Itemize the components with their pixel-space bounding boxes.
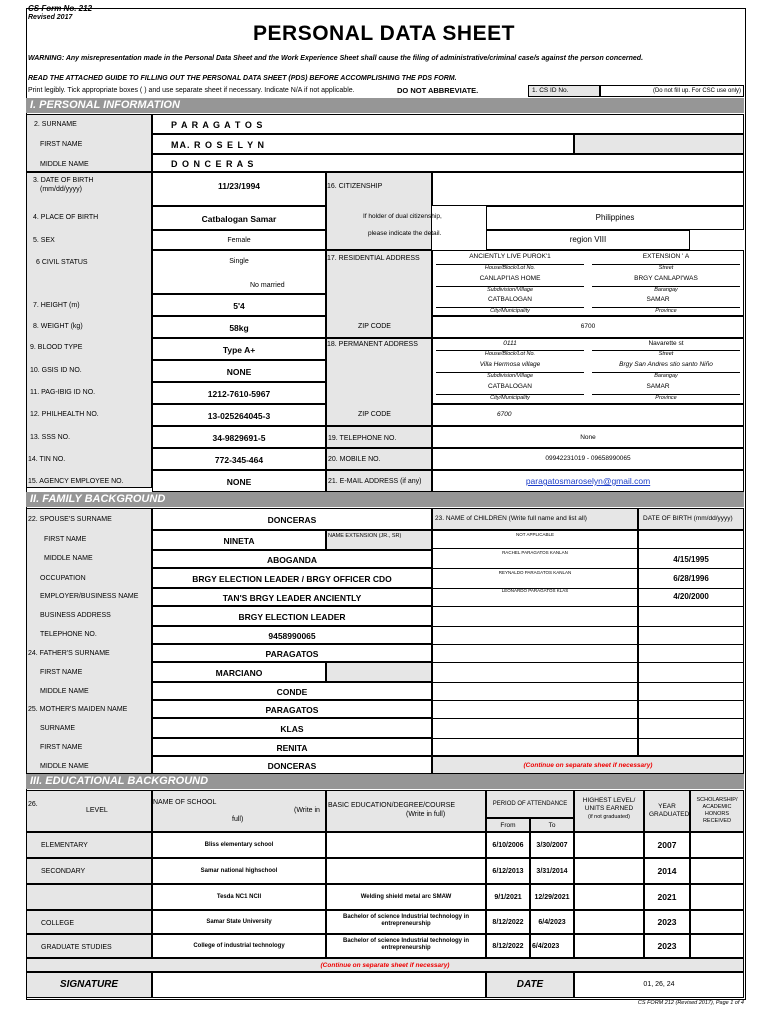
family-telephone-field[interactable]: 9458990065: [152, 626, 432, 644]
pagibig-field[interactable]: 1212-7610-5967: [152, 382, 326, 404]
edu-row-4-school[interactable]: Samar State University: [152, 910, 326, 934]
weight-label: 8. WEIGHT (kg): [33, 323, 83, 330]
civil-status-label: 6 CIVIL STATUS: [36, 259, 88, 266]
edu-row-3-from[interactable]: 9/1/2021: [486, 884, 530, 910]
section-family-header: II. FAMILY BACKGROUND: [26, 492, 744, 507]
employer-field[interactable]: TAN'S BRGY LEADER ANCIENTLY: [152, 588, 432, 606]
perm-prov-value: SAMAR: [646, 383, 670, 390]
children-names-area[interactable]: [432, 530, 638, 756]
edu-row-2-highest[interactable]: [574, 858, 644, 884]
edu-row-4-highest[interactable]: [574, 910, 644, 934]
spouse-first-label: FIRST NAME: [44, 536, 87, 543]
edu-row-1-to[interactable]: 3/30/2007: [530, 832, 574, 858]
edu-row-5-school[interactable]: College of industrial technology: [152, 934, 326, 958]
mother-first-label: FIRST NAME: [40, 744, 83, 751]
edu-row-3-to[interactable]: 12/29/2021: [530, 884, 574, 910]
mother-maiden-field[interactable]: PARAGATOS: [152, 700, 432, 718]
citizenship-checkbox-area[interactable]: [432, 172, 744, 206]
education-continue-note: (Continue on separate sheet if necessary): [26, 958, 744, 972]
first-name-field[interactable]: MA. R O S E L Y N: [152, 134, 574, 154]
mother-middle-label: MIDDLE NAME: [40, 763, 89, 770]
perm-zip-field[interactable]: 6700: [432, 404, 744, 426]
edu-row-2-course[interactable]: [326, 858, 486, 884]
edu-row-4-course[interactable]: Bachelor of science Industrial technology in entrepreneurship: [326, 910, 486, 934]
agency-label: 15. AGENCY EMPLOYEE NO.: [28, 478, 124, 485]
spouse-middle-label: MIDDLE NAME: [44, 555, 93, 562]
sss-field[interactable]: 34-9829691-5: [152, 426, 326, 448]
edu-row-5-honors[interactable]: [690, 934, 744, 958]
child-dob-4: 4/20/2000: [673, 592, 709, 601]
edu-row-3-school[interactable]: Tesda NC1 NCII: [152, 884, 326, 910]
edu-row-5-year[interactable]: 2023: [644, 934, 690, 958]
edu-row-3-year[interactable]: 2021: [644, 884, 690, 910]
edu-col-course: BASIC EDUCATION/DEGREE/COURSE: [328, 802, 456, 809]
mother-surname-field[interactable]: KLAS: [152, 718, 432, 738]
employer-label: EMPLOYER/BUSINESS NAME: [40, 593, 139, 600]
edu-col-honors: SCHOLARSHIP/ ACADEMIC HONORS RECEIVED: [690, 790, 744, 832]
surname-label: 2. SURNAME: [34, 121, 77, 128]
res-zip-label: ZIP CODE: [358, 323, 391, 330]
edu-row-4-from[interactable]: 8/12/2022: [486, 910, 530, 934]
edu-col-to: To: [530, 818, 574, 832]
edu-row-2-school[interactable]: Samar national highschool: [152, 858, 326, 884]
res-city-sub: City/Municipality: [436, 307, 584, 314]
gsis-field[interactable]: NONE: [152, 360, 326, 382]
perm-subdiv-sub: Subdivision/Village: [436, 372, 584, 379]
citizenship-label: 16. CITIZENSHIP: [327, 183, 383, 190]
child-name-1: NOT APPLICABLE: [516, 532, 554, 537]
form-footer: CS FORM 212 (Revised 2017), Page 1 of 4: [637, 1000, 744, 1006]
edu-col-highest-label: HIGHEST LEVEL/ UNITS EARNED: [582, 797, 636, 812]
edu-row-5-to[interactable]: 6/4/2023: [530, 934, 574, 958]
edu-row-1-school[interactable]: Bliss elementary school: [152, 832, 326, 858]
edu-col-level: LEVEL: [86, 807, 108, 814]
edu-col-year: YEAR GRADUATED: [644, 790, 690, 832]
signature-field[interactable]: [152, 972, 486, 998]
perm-city-sub: City/Municipality: [436, 394, 584, 401]
spouse-surname-field[interactable]: DONCERAS: [152, 508, 432, 530]
edu-col-school-note: (Write in: [294, 807, 320, 814]
sex-field[interactable]: Female: [152, 230, 326, 250]
father-surname-field[interactable]: PARAGATOS: [152, 644, 432, 662]
print-legibly-text: Print legibly. Tick appropriate boxes ( ) and use separate sheet if necessary. Indicate N/A if not applicable.: [28, 87, 355, 94]
dob-label: 3. DATE OF BIRTH: [33, 177, 94, 184]
father-first-label: FIRST NAME: [40, 669, 83, 676]
family-left-labels: [26, 508, 152, 774]
res-address-label: 17. RESIDENTIAL ADDRESS: [327, 255, 420, 262]
guide-text: READ THE ATTACHED GUIDE TO FILLING OUT THE PERSONAL DATA SHEET (PDS) BEFORE ACCOMPLISHING THE PDS FORM.: [28, 75, 457, 82]
edu-row-5-course[interactable]: Bachelor of science Industrial technology in entrepreneurship: [326, 934, 486, 958]
gsis-label: 10. GSIS ID NO.: [30, 367, 82, 374]
pagibig-label: 11. PAG-IBIG ID NO.: [30, 389, 96, 396]
business-address-field[interactable]: BRGY ELECTION LEADER: [152, 606, 432, 626]
name-extension-label: NAME EXTENSION (JR., SR): [326, 530, 432, 550]
spouse-first-field[interactable]: NINETA: [152, 530, 326, 550]
email-field[interactable]: paragatosmaroselyn@gmail.com: [432, 470, 744, 492]
res-city-value: CATBALOGAN: [488, 296, 532, 303]
dual-citizenship-label2: please indicate the detail.: [368, 230, 442, 237]
res-subdiv-value: CANLAPI'IAS HOME: [479, 275, 541, 282]
warning-text: WARNING: Any misrepresentation made in the Personal Data Sheet and the Work Experience Sheet shall cause the filing of administrative/criminal case/s against the person concerned.: [28, 55, 644, 62]
edu-col-school: NAME OF SCHOOL: [153, 799, 217, 806]
res-brgy-value: BRGY CANLAPI'WAS: [634, 275, 698, 282]
father-middle-field[interactable]: CONDE: [152, 682, 432, 700]
perm-house-sub: House/Block/Lot No.: [436, 350, 584, 357]
mother-maiden-label: 25. MOTHER'S MAIDEN NAME: [28, 706, 128, 713]
edu-row-2-year[interactable]: 2014: [644, 858, 690, 884]
perm-brgy-value: Brgy San Andres stio santo Niño: [619, 361, 713, 368]
email-label: 21. E-MAIL ADDRESS (if any): [326, 470, 432, 492]
child-dob-2: 4/15/1995: [673, 555, 709, 564]
cs-id-label: 1. CS ID No.: [528, 85, 600, 97]
business-address-label: BUSINESS ADDRESS: [40, 612, 111, 619]
father-surname-label: 24. FATHER'S SURNAME: [28, 650, 110, 657]
edu-row-4-level: COLLEGE: [26, 910, 152, 934]
first-name-label: FIRST NAME: [40, 141, 83, 148]
form-revised: Revised 2017: [28, 14, 73, 21]
edu-row-5-from[interactable]: 8/12/2022: [486, 934, 530, 958]
res-prov-value: SAMAR: [646, 296, 670, 303]
perm-city-value: CATBALOGAN: [488, 383, 532, 390]
spouse-middle-field[interactable]: ABOGANDA: [152, 550, 432, 568]
civil-status-field[interactable]: [152, 250, 326, 294]
edu-col-highest-note: (if not graduated): [588, 814, 630, 820]
mother-middle-field[interactable]: DONCERAS: [152, 756, 432, 774]
date-field[interactable]: 01, 26, 24: [574, 972, 744, 998]
tin-label: 14. TIN NO.: [28, 456, 66, 463]
edu-row-1-course[interactable]: [326, 832, 486, 858]
child-name-3: REYNALDO PARAGATOS KANLAN: [498, 570, 572, 575]
blood-type-field[interactable]: Type A+: [152, 338, 326, 360]
edu-col-no: 26.: [28, 801, 38, 808]
edu-row-2-honors[interactable]: [690, 858, 744, 884]
res-street-sub: Street: [592, 264, 740, 271]
form-number: CS Form No. 212: [28, 4, 93, 13]
edu-row-4-to[interactable]: 6/4/2023: [530, 910, 574, 934]
cs-id-field[interactable]: (Do not fill up. For CSC use only): [600, 85, 744, 97]
occupation-field[interactable]: BRGY ELECTION LEADER / BRGY OFFICER CDO: [152, 568, 432, 588]
child-dob-3: 6/28/1996: [673, 574, 709, 583]
pob-field[interactable]: Catbalogan Samar: [152, 206, 326, 230]
edu-row-2-to[interactable]: 3/31/2014: [530, 858, 574, 884]
edu-row-3-course[interactable]: Welding shield metal arc SMAW: [326, 884, 486, 910]
tin-field[interactable]: 772-345-464: [152, 448, 326, 470]
height-label: 7. HEIGHT (m): [33, 302, 80, 309]
dual-citizenship-label: If holder of dual citizenship,: [363, 213, 442, 220]
civil-status-note: No married: [250, 282, 285, 289]
edu-row-2-level: SECONDARY: [26, 858, 152, 884]
philhealth-field[interactable]: 13-025264045-3: [152, 404, 326, 426]
perm-brgy-sub: Barangay: [592, 372, 740, 379]
children-label: 23. NAME of CHILDREN (Write full name and list all): [432, 508, 638, 530]
edu-col-period: PERIOD OF ATTENDANCE: [486, 790, 574, 818]
sex-label: 5. SEX: [33, 237, 55, 244]
civil-status-value: Single: [229, 258, 249, 265]
section-personal-header: I. PERSONAL INFORMATION: [26, 98, 744, 113]
perm-zip-label: ZIP CODE: [358, 411, 391, 418]
family-telephone-label: TELEPHONE NO.: [40, 631, 97, 638]
philhealth-label: 12. PHILHEALTH NO.: [30, 411, 99, 418]
telephone-label: 19. TELEPHONE NO.: [326, 426, 432, 448]
res-brgy-sub: Barangay: [592, 286, 740, 293]
edu-row-1-honors[interactable]: [690, 832, 744, 858]
signature-label: SIGNATURE: [26, 972, 152, 998]
family-continue-note: (Continue on separate sheet if necessary): [432, 756, 744, 774]
middle-name-label: MIDDLE NAME: [40, 161, 89, 168]
children-dob-label: DATE OF BIRTH (mm/dd/yyyy): [638, 508, 744, 530]
name-extension-field[interactable]: [574, 134, 744, 154]
res-house-value: ANCIENTLY LIVE PUROK'1: [469, 253, 551, 260]
father-first-field[interactable]: MARCIANO: [152, 662, 326, 682]
page-title: PERSONAL DATA SHEET: [253, 22, 515, 45]
do-not-abbreviate: DO NOT ABBREVIATE.: [397, 86, 479, 95]
citizenship-country-field[interactable]: Philippines: [486, 206, 744, 230]
date-label: DATE: [486, 972, 574, 998]
father-middle-label: MIDDLE NAME: [40, 688, 89, 695]
res-subdiv-sub: Subdivision/Village: [436, 286, 584, 293]
mobile-label: 20. MOBILE NO.: [326, 448, 432, 470]
weight-field[interactable]: 58kg: [152, 316, 326, 338]
telephone-field[interactable]: None: [432, 426, 744, 448]
dob-format-label: (mm/dd/yyyy): [40, 186, 82, 193]
middle-name-field[interactable]: D O N C E R A S: [152, 154, 744, 172]
edu-row-2-from[interactable]: 6/12/2013: [486, 858, 530, 884]
surname-field[interactable]: P A R A G A T O S: [152, 114, 744, 134]
height-field[interactable]: 5'4: [152, 294, 326, 316]
perm-address-label: 18. PERMANENT ADDRESS: [327, 341, 418, 348]
sss-label: 13. SSS NO.: [30, 434, 71, 441]
spouse-surname-label: 22. SPOUSE'S SURNAME: [28, 516, 112, 523]
blood-type-label: 9. BLOOD TYPE: [30, 344, 83, 351]
edu-row-4-honors[interactable]: [690, 910, 744, 934]
res-zip-field[interactable]: 6700: [432, 316, 744, 338]
edu-row-1-year[interactable]: 2007: [644, 832, 690, 858]
edu-col-from: From: [486, 818, 530, 832]
res-street-value: EXTENSION ' A: [642, 253, 690, 260]
edu-row-3-highest[interactable]: [574, 884, 644, 910]
dob-field[interactable]: 11/23/1994: [152, 172, 326, 206]
edu-col-highest: [574, 790, 644, 832]
mother-surname-label: SURNAME: [40, 725, 76, 732]
section-education-header: III. EDUCATIONAL BACKGROUND: [26, 774, 744, 789]
perm-street-sub: Street: [592, 350, 740, 357]
edu-col-course-note: (Write in full): [406, 811, 446, 818]
edu-row-3-honors[interactable]: [690, 884, 744, 910]
pob-label: 4. PLACE OF BIRTH: [33, 214, 99, 221]
region-field[interactable]: region VIII: [486, 230, 690, 250]
edu-row-4-year[interactable]: 2023: [644, 910, 690, 934]
edu-row-3-level: [26, 884, 152, 910]
res-prov-sub: Province: [592, 307, 740, 314]
mobile-field[interactable]: 09942231019 - 09658990065: [432, 448, 744, 470]
perm-prov-sub: Province: [592, 394, 740, 401]
occupation-label: OCCUPATION: [40, 575, 86, 582]
child-name-2: RACHEL PARAGATOS KANLAN: [502, 550, 568, 555]
edu-row-1-level: ELEMENTARY: [26, 832, 152, 858]
edu-col-school-note2: full): [232, 816, 244, 823]
perm-subdiv-value: Villa Hermosa village: [479, 361, 541, 368]
res-house-sub: House/Block/Lot No.: [436, 264, 584, 271]
edu-row-5-highest[interactable]: [574, 934, 644, 958]
perm-house-value: 0111: [503, 340, 517, 347]
edu-row-5-level: GRADUATE STUDIES: [26, 934, 152, 958]
edu-row-1-highest[interactable]: [574, 832, 644, 858]
agency-field[interactable]: NONE: [152, 470, 326, 492]
father-name-extension[interactable]: [326, 662, 432, 682]
perm-street-value: Navarette st: [648, 340, 684, 347]
edu-row-1-from[interactable]: 6/10/2006: [486, 832, 530, 858]
child-name-4: LEONARDO PARAGATOS KLAS: [501, 588, 569, 593]
mother-first-field[interactable]: RENITA: [152, 738, 432, 756]
